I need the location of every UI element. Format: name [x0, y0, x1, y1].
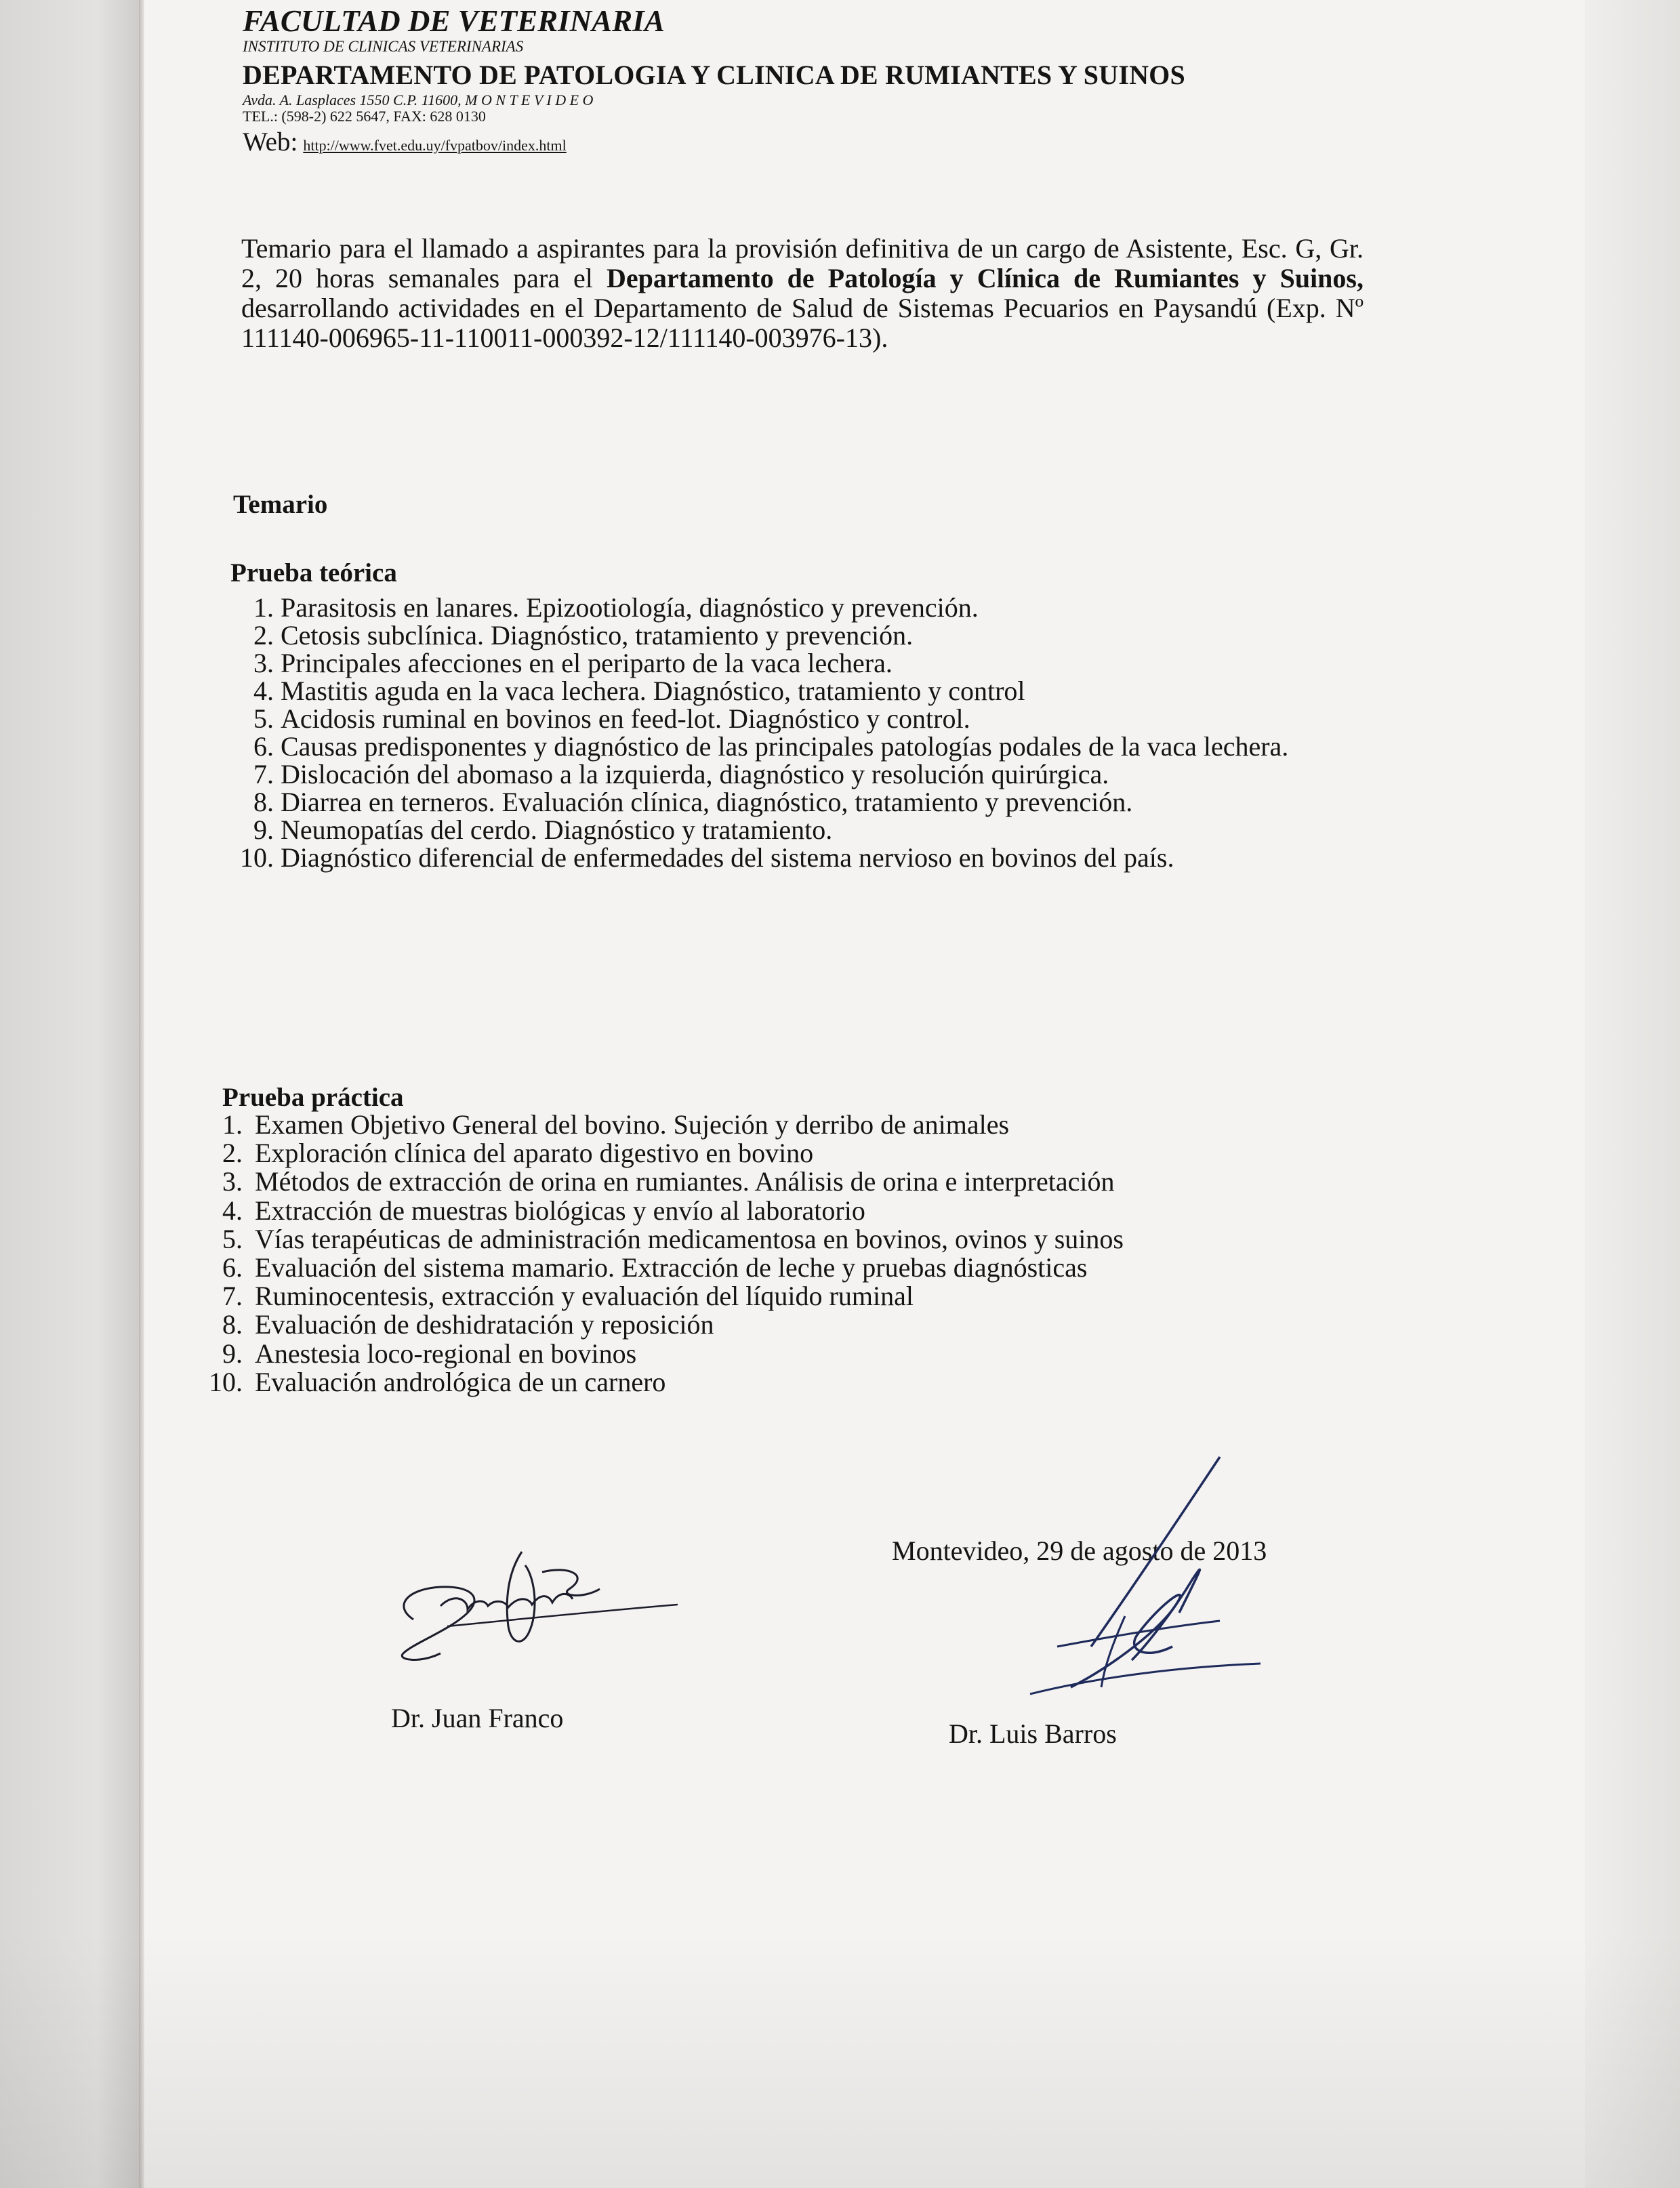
item-text: Extracción de muestras biológicas y envío al laboratorio [255, 1195, 865, 1226]
item-text: Causas predisponentes y diagnóstico de las principales patologías podales de la vaca lechera. [281, 731, 1289, 762]
item-text: Evaluación del sistema mamario. Extracción de leche y pruebas diagnósticas [255, 1252, 1088, 1283]
list-item [203, 1254, 1355, 1282]
item-text: Evaluación andrológica de un carnero [255, 1366, 666, 1397]
item-number: 10. [240, 842, 274, 873]
item-text: Diagnóstico diferencial de enfermedades del sistema nervioso en bovinos del país. [281, 842, 1174, 873]
intro-department-bold: Departamento de Patología y Clínica de Rumiantes y Suinos, [606, 263, 1364, 293]
item-number: 3. [222, 1166, 243, 1197]
list-item [239, 594, 1391, 621]
signatory-left-name: Dr. Juan Franco [391, 1703, 564, 1733]
list-item [203, 1139, 1355, 1168]
web-label: Web: [243, 127, 298, 157]
list-item [239, 788, 1391, 816]
list-item [203, 1111, 1355, 1139]
item-number: 5. [253, 703, 274, 734]
temario-heading: Temario [233, 490, 328, 519]
item-text: Principales afecciones en el periparto de la vaca lechera. [281, 648, 893, 678]
item-text: Ruminocentesis, extracción y evaluación del líquido ruminal [255, 1281, 914, 1312]
scan-left-margin [0, 0, 139, 2188]
prueba-teorica-heading: Prueba teórica [230, 558, 397, 587]
list-item [239, 649, 1391, 677]
list-item [239, 844, 1391, 871]
item-text: Diarrea en terneros. Evaluación clínica, diagnóstico, tratamiento y prevención. [281, 787, 1133, 817]
item-number: 5. [222, 1223, 243, 1254]
phone-fax: TEL.: (598-2) 622 5647, FAX: 628 0130 [243, 108, 486, 125]
address: Avda. A. Lasplaces 1550 C.P. 11600, M O N T E V I D E O [243, 91, 594, 108]
list-item [203, 1282, 1355, 1310]
item-number: 7. [253, 759, 274, 789]
faculty-name: FACULTAD DE VETERINARIA [243, 4, 665, 38]
item-text: Exploración clínica del aparato digestivo en bovino [255, 1138, 814, 1169]
web-url-link[interactable]: http://www.fvet.edu.uy/fvpatbov/index.html [303, 137, 567, 154]
list-item [203, 1340, 1355, 1368]
item-text: Métodos de extracción de orina en rumiantes. Análisis de orina e interpretación [255, 1166, 1115, 1197]
list-item [203, 1368, 1355, 1397]
bottom-shadow [0, 1931, 1680, 2188]
item-text: Neumopatías del cerdo. Diagnóstico y tratamiento. [281, 814, 833, 845]
signature-juan-franco [366, 1525, 718, 1687]
item-number: 2. [222, 1138, 243, 1169]
item-text: Acidosis ruminal en bovinos en feed-lot. Diagnóstico y control. [281, 703, 970, 734]
item-number: 4. [253, 676, 274, 706]
page-edge-shadow [139, 0, 144, 2188]
intro-text-2: desarrollando actividades en el Departamento de Salud de Sistemas Pecuarios en Paysandú (Exp. Nº 111140-006965-11-110011-000392-12/111140-003976-13). [241, 293, 1364, 353]
item-number: 10. [209, 1366, 243, 1397]
item-number: 6. [222, 1252, 243, 1283]
item-text: Anestesia loco-regional en bovinos [255, 1338, 637, 1369]
list-item [203, 1225, 1355, 1254]
item-text: Mastitis aguda en la vaca lechera. Diagnóstico, tratamiento y control [281, 676, 1025, 706]
item-text: Parasitosis en lanares. Epizootiología, diagnóstico y prevención. [281, 592, 979, 623]
signatory-right-name: Dr. Luis Barros [949, 1718, 1117, 1749]
item-text: Dislocación del abomaso a la izquierda, diagnóstico y resolución quirúrgica. [281, 759, 1109, 789]
department-name: DEPARTAMENTO DE PATOLOGIA Y CLINICA DE RUMIANTES Y SUINOS [243, 60, 1185, 90]
list-item [203, 1197, 1355, 1225]
item-number: 8. [253, 787, 274, 817]
item-number: 9. [222, 1338, 243, 1369]
item-number: 8. [222, 1309, 243, 1340]
list-item [239, 621, 1391, 649]
signature-luis-barros [976, 1443, 1261, 1728]
item-text: Examen Objetivo General del bovino. Sujeción y derribo de animales [255, 1109, 1010, 1140]
list-item [239, 677, 1391, 705]
list-item [239, 705, 1391, 732]
item-number: 3. [253, 648, 274, 678]
item-text: Cetosis subclínica. Diagnóstico, tratamiento y prevención. [281, 620, 914, 651]
item-number: 1. [222, 1109, 243, 1140]
item-text: Vías terapéuticas de administración medicamentosa en bovinos, ovinos y suinos [255, 1223, 1124, 1254]
item-number: 1. [253, 592, 274, 623]
item-number: 4. [222, 1195, 243, 1226]
prueba-teorica-list [239, 594, 1391, 871]
item-number: 2. [253, 620, 274, 651]
list-item [239, 760, 1391, 788]
item-number: 9. [253, 814, 274, 845]
list-item [239, 732, 1391, 760]
item-number: 7. [222, 1281, 243, 1312]
prueba-practica-heading: Prueba práctica [222, 1083, 404, 1112]
letterhead [243, 4, 1185, 161]
intro-text-1: Temario para el llamado a aspirantes para la provisión definitiva de un cargo de Asistente, Esc. G, Gr. 2, 20 horas semanales para el [241, 233, 1364, 293]
scan-right-margin [1585, 0, 1680, 2188]
item-text: Evaluación de deshidratación y reposición [255, 1309, 714, 1340]
list-item [203, 1310, 1355, 1339]
item-number: 6. [253, 731, 274, 762]
list-item [239, 816, 1391, 844]
date-line: Montevideo, 29 de agosto de 2013 [892, 1535, 1267, 1566]
institute-name: INSTITUTO DE CLINICAS VETERINARIAS [243, 38, 524, 55]
list-item [203, 1168, 1355, 1196]
intro-paragraph [241, 234, 1364, 353]
web-line [243, 127, 1185, 161]
prueba-practica-list [203, 1111, 1355, 1397]
